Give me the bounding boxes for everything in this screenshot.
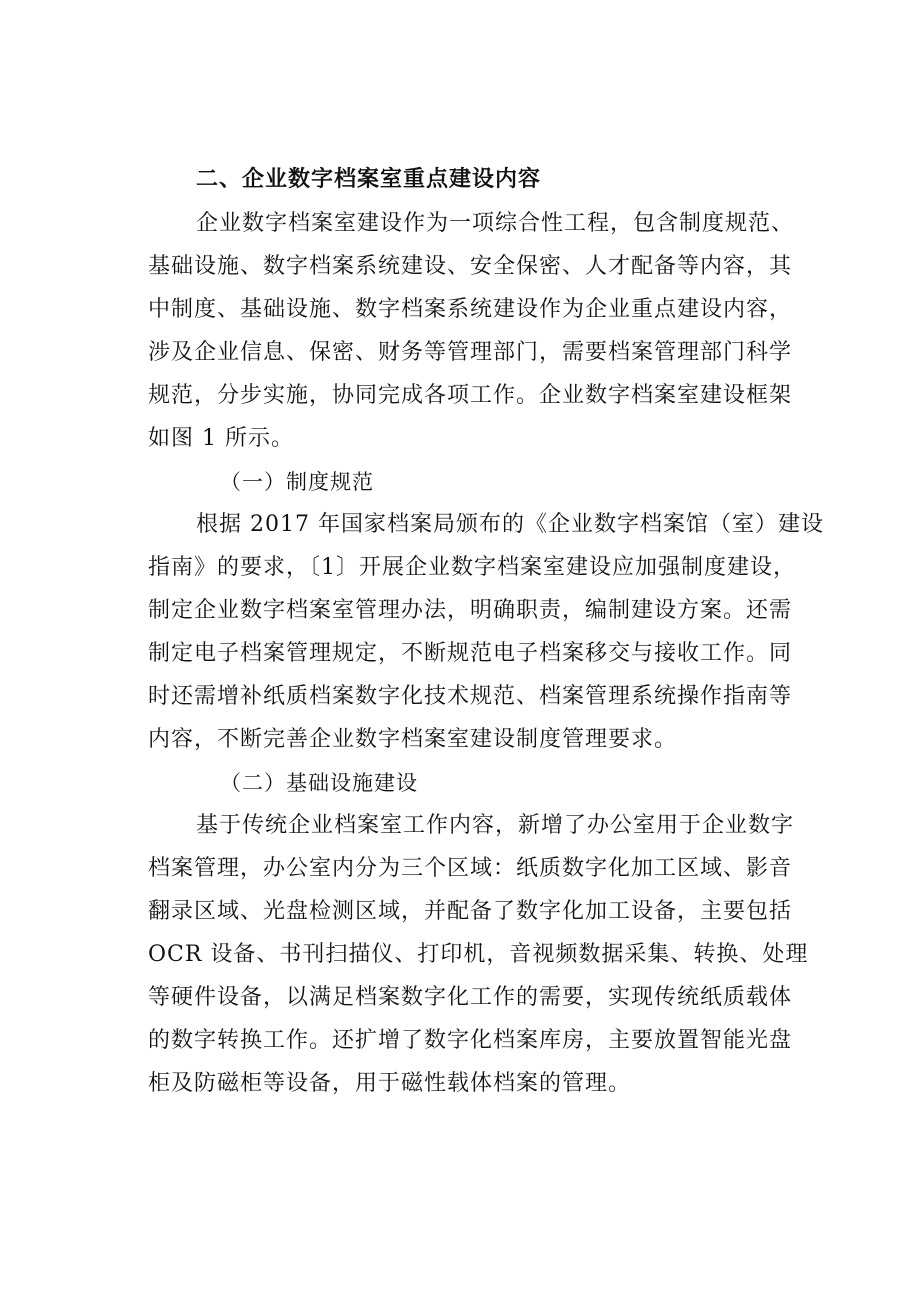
- paragraph-3-line-5: 等硬件设备，以满足档案数字化工作的需要，实现传统纸质载体: [148, 985, 793, 1010]
- paragraph-3-line-2: 档案管理，办公室内分为三个区域：纸质数字化加工区域、影音: [148, 856, 793, 881]
- paragraph-2-line-3: 制定企业数字档案室管理办法，明确职责，编制建设方案。还需: [148, 598, 793, 623]
- paragraph-2-line-4: 制定电子档案管理规定，不断规范电子档案移交与接收工作。同: [148, 641, 793, 666]
- paragraph-1-line-6: 如图 1 所示。: [148, 426, 294, 451]
- paragraph-2-line-1: 根据 2017 年国家档案局颁布的《企业数字档案馆（室）建设: [196, 512, 824, 537]
- paragraph-1-line-2: 基础设施、数字档案系统建设、安全保密、人才配备等内容，其: [148, 254, 793, 279]
- paragraph-3-line-1: 基于传统企业档案室工作内容，新增了办公室用于企业数字: [196, 813, 795, 838]
- subsection-title-1: （一）制度规范: [220, 470, 374, 494]
- paragraph-1-line-3: 中制度、基础设施、数字档案系统建设作为企业重点建设内容，: [148, 297, 793, 322]
- paragraph-3-line-3: 翻录区域、光盘检测区域，并配备了数字化加工设备，主要包括: [148, 899, 793, 924]
- paragraph-1-line-5: 规范，分步实施，协同完成各项工作。企业数字档案室建设框架: [148, 383, 793, 408]
- paragraph-2-line-6: 内容，不断完善企业数字档案室建设制度管理要求。: [148, 727, 678, 752]
- paragraph-2-line-5: 时还需增补纸质档案数字化技术规范、档案管理系统操作指南等: [148, 684, 793, 709]
- paragraph-3-line-4: OCR 设备、书刊扫描仪、打印机，音视频数据采集、转换、处理: [148, 942, 809, 967]
- paragraph-1-line-1: 企业数字档案室建设作为一项综合性工程，包含制度规范、: [196, 211, 795, 236]
- paragraph-1-line-4: 涉及企业信息、保密、财务等管理部门，需要档案管理部门科学: [148, 340, 793, 365]
- paragraph-3-line-6: 的数字转换工作。还扩增了数字化档案库房，主要放置智能光盘: [148, 1028, 793, 1053]
- paragraph-2-line-2: 指南》的要求，〔1〕开展企业数字档案室建设应加强制度建设，: [148, 555, 796, 580]
- subsection-title-2: （二）基础设施建设: [220, 771, 418, 795]
- paragraph-3-line-7: 柜及防磁柜等设备，用于磁性载体档案的管理。: [148, 1071, 632, 1096]
- section-title: 二、企业数字档案室重点建设内容: [196, 167, 542, 192]
